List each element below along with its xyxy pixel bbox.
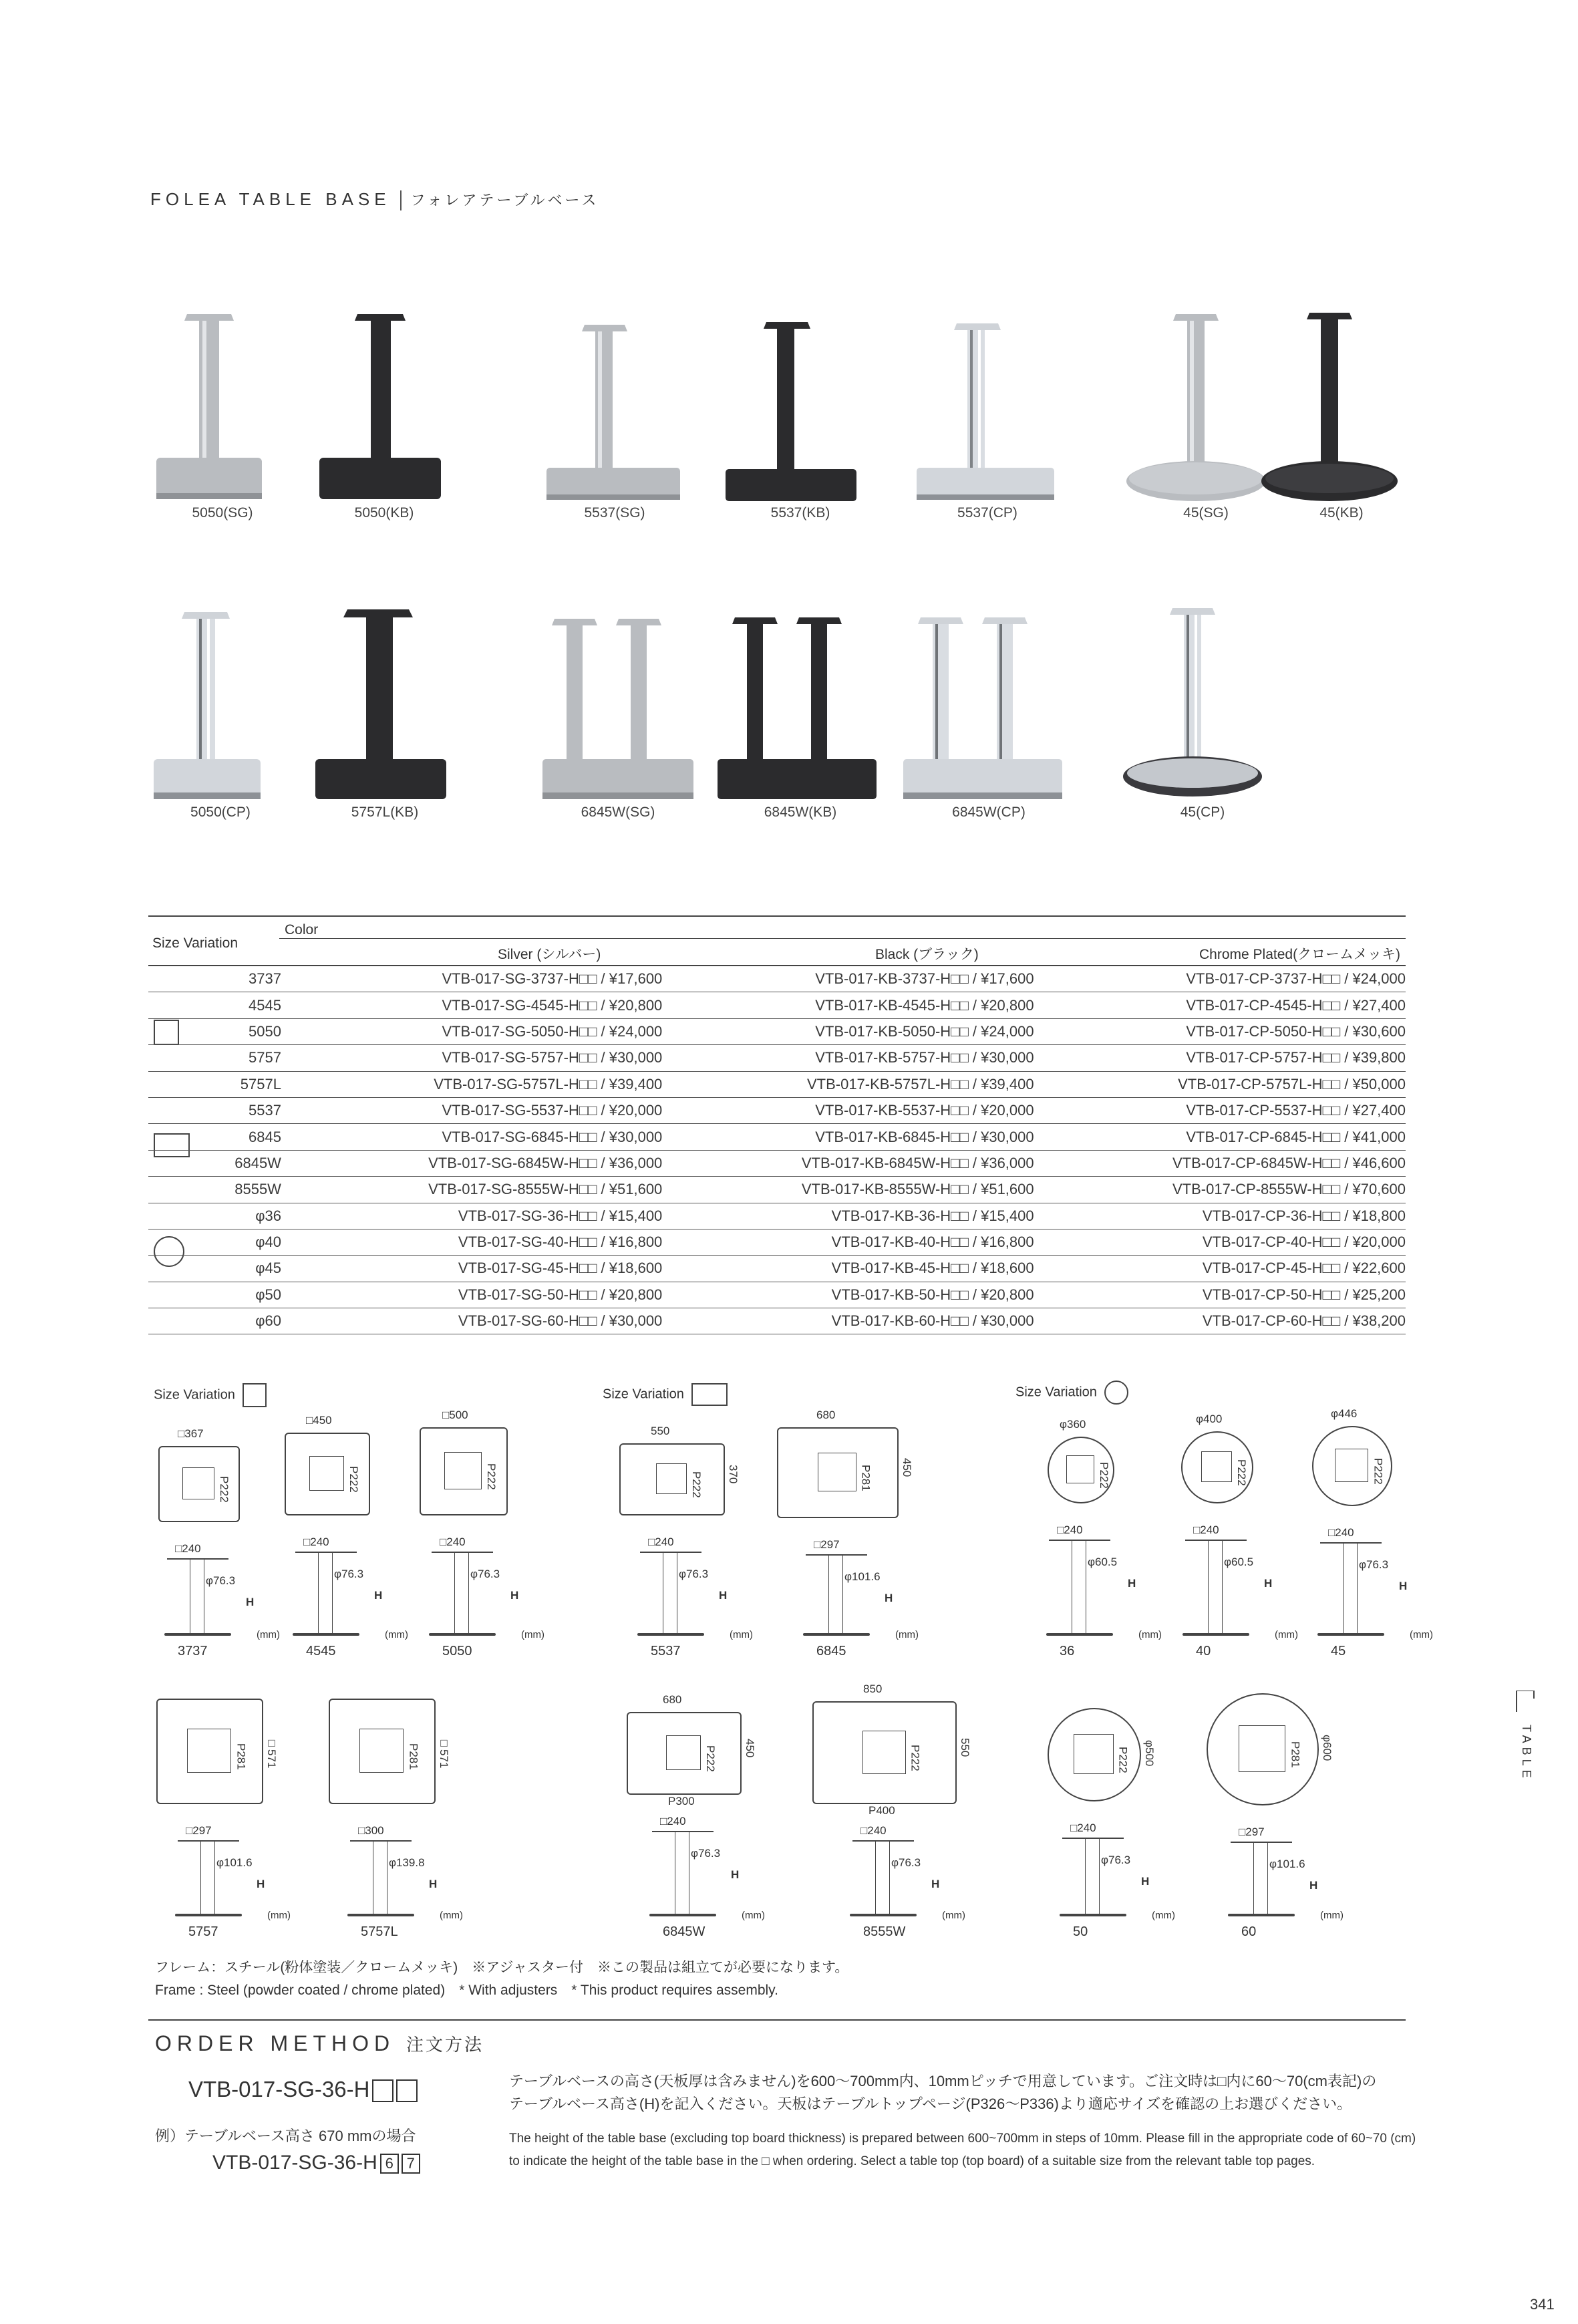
dimension-pcd: P281: [234, 1743, 248, 1770]
photo-5050-sg: [156, 314, 262, 499]
title-jp: フォレアテーブルベース: [410, 192, 599, 208]
photo-45-sg: [1126, 314, 1265, 501]
diagram-name: 60: [1241, 1924, 1257, 1939]
frame-note-jp: フレーム：スチール(粉体塗装／クロームメッキ) ※アジャスター付 ※この製品は組立てが必要になります。: [155, 1960, 849, 1975]
dimension-pcd: P222: [484, 1463, 498, 1490]
table-cell-size: 5757L: [148, 1071, 291, 1097]
table-cell-silver: VTB-017-SG-5757L-H□□ / ¥39,400: [291, 1071, 662, 1097]
mounting-plate-outline: [309, 1456, 344, 1491]
table-row: [148, 1203, 1406, 1229]
mounting-plate-outline: [187, 1729, 232, 1773]
diagram-size-variation-round: [1015, 1381, 1128, 1405]
table-row: [148, 1308, 1406, 1334]
base-line: [293, 1633, 359, 1636]
pole-outline: [454, 1553, 469, 1633]
side-tab-bracket: [1514, 1691, 1554, 1717]
mounting-plate-outline: [1239, 1725, 1286, 1773]
title-divider: [400, 190, 402, 210]
table-cell-chrome: VTB-017-CP-4545-H□□ / ¥27,400: [1034, 992, 1406, 1018]
order-code-text: VTB-017-SG-36-H: [188, 2077, 370, 2101]
table-cell-silver: VTB-017-SG-5050-H□□ / ¥24,000: [291, 1018, 662, 1044]
dimension-top: φ360: [1060, 1418, 1086, 1431]
order-title-jp: 注文方法: [406, 2035, 484, 2055]
dimension-plate: □240: [1070, 1822, 1096, 1834]
photo-5537-sg: [546, 325, 680, 500]
rectangle-shape-icon: [691, 1383, 728, 1406]
dimension-pcd: P281: [407, 1743, 420, 1770]
pole-outline: [1208, 1541, 1223, 1633]
table-cell-black: VTB-017-KB-4545-H□□ / ¥20,800: [662, 992, 1034, 1018]
photo-5537-kb: [726, 322, 856, 501]
dimension-plate: □240: [660, 1815, 686, 1828]
table-cell-size: 4545: [148, 992, 291, 1018]
base-line: [347, 1914, 414, 1916]
col-black-header: Black (ブラック): [875, 947, 979, 962]
dimension-side: φ500: [1143, 1740, 1156, 1767]
size-variation-text: Size Variation: [154, 1387, 235, 1403]
base-line: [429, 1633, 496, 1636]
height-mark: H: [719, 1589, 728, 1602]
table-cell-size: 6845W: [148, 1150, 291, 1176]
example-digit-box: 7: [402, 2154, 420, 2174]
table-row: [148, 1256, 1406, 1282]
diagram-name: 5537: [651, 1644, 681, 1658]
table-cell-black: VTB-017-KB-40-H□□ / ¥16,800: [662, 1229, 1034, 1255]
photo-caption: 5050(SG): [192, 505, 253, 521]
photo-6845w-kb: [718, 617, 877, 799]
base-line: [1228, 1914, 1295, 1916]
diagram-name: 36: [1060, 1644, 1075, 1658]
order-desc-jp-2: テーブルベース高さ(H)を記入ください。天板はテーブルトップページ(P326～P336)より適応サイズを確認の上お選びください。: [509, 2095, 1352, 2112]
dimension-pcd: P222: [218, 1476, 231, 1503]
side-tab: [1514, 1691, 1554, 1782]
pole-outline: [373, 1842, 387, 1914]
order-desc-jp-1: テーブルベースの高さ(天板厚は含みません)を600～700mm内、10mmピッチで用意しています。ご注文時は□内に60～70(cm表記)の: [509, 2073, 1377, 2089]
photo-caption: 5050(KB): [354, 505, 414, 521]
dimension-top: □367: [178, 1427, 204, 1440]
base-line: [164, 1633, 231, 1636]
table-cell-chrome: VTB-017-CP-5050-H□□ / ¥30,600: [1034, 1018, 1406, 1044]
base-line: [637, 1633, 704, 1636]
table-cell-size: φ50: [148, 1282, 291, 1308]
diagram-name: 6845W: [663, 1924, 705, 1939]
diagram-name: 3737: [178, 1644, 208, 1658]
order-example-label: 例）テーブルベース高さ 670 mmの場合: [155, 2128, 416, 2144]
base-line: [175, 1914, 242, 1916]
height-mark: H: [374, 1589, 383, 1602]
pole-outline: [318, 1553, 333, 1633]
table-cell-black: VTB-017-KB-3737-H□□ / ¥17,600: [662, 966, 1034, 992]
col-silver-header: Silver (シルバー): [498, 947, 601, 962]
dimension-pcd: P222: [347, 1466, 361, 1493]
order-desc-en-1: The height of the table base (excluding top board thickness) is prepared between 600~700mm in steps of 10mm. Please fill in the appropriate code of 60~70 (cm): [509, 2132, 1416, 2146]
dimension-side: 370: [727, 1465, 740, 1484]
code-box: [396, 2079, 418, 2102]
table-cell-size: φ45: [148, 1256, 291, 1282]
table-cell-size: φ60: [148, 1308, 291, 1334]
mounting-plate-outline: [444, 1452, 482, 1489]
dimension-pole: φ101.6: [844, 1570, 881, 1583]
dimension-side: □571: [438, 1737, 450, 1769]
dimension-pole: φ76.3: [1359, 1558, 1389, 1571]
dimension-plate: □240: [1057, 1523, 1083, 1536]
table-cell-black: VTB-017-KB-36-H□□ / ¥15,400: [662, 1203, 1034, 1229]
table-cell-silver: VTB-017-SG-60-H□□ / ¥30,000: [291, 1308, 662, 1334]
dimension-top: 850: [863, 1683, 883, 1695]
table-row: [148, 966, 1406, 992]
dimension-pole: φ101.6: [1269, 1858, 1305, 1870]
table-cell-black: VTB-017-KB-5757-H□□ / ¥30,000: [662, 1045, 1034, 1071]
table-cell-silver: VTB-017-SG-4545-H□□ / ¥20,800: [291, 992, 662, 1018]
diagram-name: 4545: [306, 1644, 336, 1658]
dimension-top: φ400: [1196, 1413, 1223, 1425]
table-cell-silver: VTB-017-SG-40-H□□ / ¥16,800: [291, 1229, 662, 1255]
unit-label: (mm): [257, 1629, 280, 1640]
order-code: [188, 2077, 418, 2102]
order-title-en: ORDER METHOD: [155, 2031, 396, 2055]
frame-note-en: Frame : Steel (powder coated / chrome plated) * With adjusters * This product requires assembly.: [155, 1983, 778, 1998]
diagram-size-variation-square: [154, 1383, 267, 1407]
dimension-pole: φ76.3: [1101, 1854, 1131, 1866]
photo-5050-cp: [154, 612, 261, 799]
dimension-pole: φ76.3: [206, 1574, 236, 1587]
unit-label: (mm): [895, 1629, 919, 1640]
table-top-rule: [148, 915, 1406, 917]
base-line: [1182, 1633, 1249, 1636]
photo-5050-kb: [319, 314, 441, 499]
photo-caption: 5757L(KB): [351, 805, 419, 820]
diagram-name: 45: [1331, 1644, 1346, 1658]
table-cell-black: VTB-017-KB-6845W-H□□ / ¥36,000: [662, 1150, 1034, 1176]
example-code-text: VTB-017-SG-36-H: [212, 2152, 377, 2174]
table-row: [148, 1124, 1406, 1150]
dimension-pcd: P222: [909, 1745, 922, 1771]
base-line: [649, 1914, 716, 1916]
size-variation-text: Size Variation: [1015, 1385, 1097, 1400]
photo-caption: 5050(CP): [190, 805, 251, 820]
photo-caption: 45(CP): [1180, 805, 1225, 820]
photo-5537-cp: [917, 323, 1054, 500]
circle-shape-icon: [1104, 1381, 1128, 1405]
table-cell-silver: VTB-017-SG-45-H□□ / ¥18,600: [291, 1256, 662, 1282]
pole-outline: [663, 1553, 677, 1633]
title-en: FOLEA TABLE BASE: [150, 189, 391, 209]
unit-label: (mm): [942, 1910, 965, 1921]
table-cell-black: VTB-017-KB-60-H□□ / ¥30,000: [662, 1308, 1034, 1334]
table-cell-chrome: VTB-017-CP-50-H□□ / ¥25,200: [1034, 1282, 1406, 1308]
table-cell-black: VTB-017-KB-6845-H□□ / ¥30,000: [662, 1124, 1034, 1150]
photo-caption: 45(SG): [1183, 505, 1229, 521]
photo-caption: 45(KB): [1319, 505, 1364, 521]
height-mark: H: [429, 1878, 438, 1890]
photo-caption: 6845W(KB): [764, 805, 837, 820]
table-row: [148, 1229, 1406, 1255]
product-photos-row2: [0, 588, 1578, 809]
pole-outline: [675, 1832, 689, 1914]
table-cell-chrome: VTB-017-CP-5757L-H□□ / ¥50,000: [1034, 1071, 1406, 1097]
table-row: [148, 992, 1406, 1018]
mounting-plate-outline: [1201, 1451, 1232, 1482]
page-title: [150, 189, 599, 210]
table-cell-black: VTB-017-KB-50-H□□ / ¥20,800: [662, 1282, 1034, 1308]
photo-caption: 6845W(CP): [952, 805, 1025, 820]
dimension-pcd: P281: [859, 1465, 873, 1491]
dimension-top: 680: [816, 1409, 836, 1421]
table-cell-size: 5757: [148, 1045, 291, 1071]
pole-outline: [1085, 1839, 1100, 1914]
unit-label: (mm): [1138, 1629, 1162, 1640]
order-example-code: [212, 2152, 420, 2174]
photo-caption: 5537(SG): [584, 505, 645, 521]
unit-label: (mm): [267, 1910, 291, 1921]
unit-label: (mm): [1152, 1910, 1175, 1921]
mounting-plate-outline: [1074, 1734, 1113, 1773]
unit-label: (mm): [730, 1629, 753, 1640]
height-mark: H: [1128, 1577, 1136, 1590]
table-cell-chrome: VTB-017-CP-6845-H□□ / ¥41,000: [1034, 1124, 1406, 1150]
photo-6845w-cp: [903, 617, 1062, 799]
unit-label: (mm): [1410, 1629, 1433, 1640]
photo-45-cp: [1123, 608, 1262, 796]
mounting-plate-outline: [656, 1463, 687, 1494]
dimension-side: 550: [959, 1738, 971, 1757]
table-cell-chrome: VTB-017-CP-5537-H□□ / ¥27,400: [1034, 1097, 1406, 1123]
unit-label: (mm): [440, 1910, 463, 1921]
square-shape-icon: [243, 1383, 267, 1407]
photo-5757l-kb: [315, 609, 446, 799]
dimension-plate: □300: [358, 1824, 384, 1837]
table-cell-chrome: VTB-017-CP-3737-H□□ / ¥24,000: [1034, 966, 1406, 992]
base-line: [803, 1633, 870, 1636]
diagram-name: 8555W: [863, 1924, 906, 1939]
dimension-pcd: P222: [1116, 1747, 1130, 1773]
unit-label: (mm): [742, 1910, 765, 1921]
dimension-pole: φ139.8: [389, 1856, 425, 1869]
dimension-pole: φ76.3: [334, 1568, 364, 1580]
table-color-rule: [279, 938, 1406, 939]
height-mark: H: [1264, 1577, 1273, 1590]
height-mark: H: [1399, 1580, 1408, 1592]
product-photos-row1: [0, 294, 1578, 535]
table-cell-silver: VTB-017-SG-5537-H□□ / ¥20,000: [291, 1097, 662, 1123]
dimension-side: □571: [265, 1737, 278, 1769]
pole-outline: [875, 1842, 890, 1914]
dimension-plate: □240: [1328, 1526, 1354, 1539]
price-table: [148, 966, 1406, 1334]
col-chrome-header: Chrome Plated(クロームメッキ): [1199, 947, 1401, 962]
side-tab-label: TABLE: [1520, 1725, 1533, 1782]
order-top-rule: [148, 2019, 1406, 2021]
dimension-side: 450: [744, 1739, 756, 1758]
base-line: [850, 1914, 917, 1916]
table-color-label: Color: [285, 922, 319, 937]
height-mark: H: [731, 1868, 740, 1881]
diagram-name: 5050: [442, 1644, 472, 1658]
table-cell-silver: VTB-017-SG-36-H□□ / ¥15,400: [291, 1203, 662, 1229]
dimension-pole: φ60.5: [1088, 1556, 1118, 1568]
order-desc-en-2: to indicate the height of the table base in the □ when ordering. Select a table top (top board) of a suitable size from the relevant table top pages.: [509, 2154, 1315, 2168]
photo-45-kb: [1261, 313, 1398, 501]
dimension-plate: □240: [1193, 1523, 1219, 1536]
table-row: [148, 1097, 1406, 1123]
table-cell-size: 6845: [148, 1124, 291, 1150]
table-cell-silver: VTB-017-SG-6845W-H□□ / ¥36,000: [291, 1150, 662, 1176]
table-cell-chrome: VTB-017-CP-45-H□□ / ¥22,600: [1034, 1256, 1406, 1282]
table-cell-black: VTB-017-KB-45-H□□ / ¥18,600: [662, 1256, 1034, 1282]
dimension-plate: □240: [648, 1536, 674, 1548]
mounting-plate-outline: [1066, 1455, 1094, 1483]
unit-label: (mm): [1320, 1910, 1344, 1921]
photo-caption: 5537(KB): [770, 505, 830, 521]
table-row: [148, 1045, 1406, 1071]
diagram-name: 40: [1196, 1644, 1211, 1658]
height-mark: H: [931, 1878, 940, 1890]
dimension-pcd: P222: [1372, 1458, 1385, 1485]
table-cell-chrome: VTB-017-CP-40-H□□ / ¥20,000: [1034, 1229, 1406, 1255]
dimension-pitch: P400: [869, 1804, 895, 1817]
dimension-top: □450: [306, 1414, 332, 1427]
table-cell-silver: VTB-017-SG-8555W-H□□ / ¥51,600: [291, 1177, 662, 1203]
dimension-pole: φ76.3: [470, 1568, 500, 1580]
diagram-name: 6845: [816, 1644, 846, 1658]
mounting-plate-outline: [818, 1453, 856, 1491]
table-cell-size: 5537: [148, 1097, 291, 1123]
dimension-side: φ600: [1321, 1735, 1333, 1761]
photo-6845w-sg: [542, 619, 693, 799]
table-row: [148, 1018, 1406, 1044]
table-cell-black: VTB-017-KB-5050-H□□ / ¥24,000: [662, 1018, 1034, 1044]
dimension-pole: φ101.6: [216, 1856, 253, 1869]
dimension-side: 450: [901, 1458, 913, 1477]
table-cell-black: VTB-017-KB-5537-H□□ / ¥20,000: [662, 1097, 1034, 1123]
unit-label: (mm): [521, 1629, 544, 1640]
pole-outline: [1253, 1843, 1268, 1914]
diagram-size-variation-rect: [603, 1383, 728, 1406]
table-cell-size: 8555W: [148, 1177, 291, 1203]
table-cell-silver: VTB-017-SG-6845-H□□ / ¥30,000: [291, 1124, 662, 1150]
mounting-plate-outline: [1335, 1449, 1369, 1483]
code-box: [372, 2079, 393, 2102]
mounting-plate-outline: [666, 1735, 701, 1770]
base-line: [1060, 1914, 1126, 1916]
table-cell-size: φ36: [148, 1203, 291, 1229]
mounting-plate-outline: [182, 1467, 214, 1499]
table-size-variation-label: Size Variation: [152, 935, 239, 951]
height-mark: H: [1309, 1879, 1318, 1892]
height-mark: H: [510, 1589, 519, 1602]
dimension-pcd: P281: [1289, 1741, 1302, 1768]
table-cell-size: φ40: [148, 1229, 291, 1255]
dimension-pole: φ60.5: [1224, 1556, 1254, 1568]
table-cell-chrome: VTB-017-CP-6845W-H□□ / ¥46,600: [1034, 1150, 1406, 1176]
dimension-top: φ446: [1331, 1407, 1358, 1420]
pole-outline: [190, 1560, 204, 1633]
height-mark: H: [885, 1592, 893, 1604]
table-cell-chrome: VTB-017-CP-5757-H□□ / ¥39,800: [1034, 1045, 1406, 1071]
dimension-plate: □240: [440, 1536, 466, 1548]
table-row: [148, 1177, 1406, 1203]
table-cell-size: 3737: [148, 966, 291, 992]
dimension-pcd: P222: [1098, 1462, 1111, 1489]
dimension-pole: φ76.3: [691, 1847, 721, 1860]
photo-caption: 6845W(SG): [581, 805, 655, 820]
dimension-pole: φ76.3: [891, 1856, 921, 1869]
dimension-pcd: P222: [689, 1471, 703, 1498]
page-number: 341: [1530, 2296, 1555, 2313]
table-cell-black: VTB-017-KB-5757L-H□□ / ¥39,400: [662, 1071, 1034, 1097]
photo-caption: 5537(CP): [957, 505, 1017, 521]
mounting-plate-outline: [862, 1731, 906, 1774]
table-cell-silver: VTB-017-SG-3737-H□□ / ¥17,600: [291, 966, 662, 992]
example-digit-box: 6: [380, 2154, 399, 2174]
dimension-top: 680: [663, 1693, 682, 1706]
table-cell-chrome: VTB-017-CP-60-H□□ / ¥38,200: [1034, 1308, 1406, 1334]
dimension-pole: φ76.3: [679, 1568, 709, 1580]
dimension-top: 550: [651, 1425, 670, 1437]
dimension-plate: □240: [303, 1536, 329, 1548]
table-row: [148, 1150, 1406, 1176]
diagram-name: 5757L: [361, 1924, 398, 1939]
dimension-plate: □297: [1239, 1826, 1265, 1838]
base-line: [1046, 1633, 1113, 1636]
height-mark: H: [246, 1596, 255, 1608]
table-cell-size: 5050: [148, 1018, 291, 1044]
table-cell-chrome: VTB-017-CP-8555W-H□□ / ¥70,600: [1034, 1177, 1406, 1203]
diagram-name: 5757: [188, 1924, 218, 1939]
diagram-name: 50: [1073, 1924, 1088, 1939]
size-variation-text: Size Variation: [603, 1387, 684, 1402]
unit-label: (mm): [1275, 1629, 1298, 1640]
dimension-top: □500: [442, 1409, 468, 1421]
table-cell-chrome: VTB-017-CP-36-H□□ / ¥18,800: [1034, 1203, 1406, 1229]
order-method-title: [155, 2031, 484, 2056]
height-mark: H: [1141, 1875, 1150, 1888]
dimension-plate: □297: [814, 1538, 840, 1551]
pole-outline: [1072, 1541, 1086, 1633]
pole-outline: [1343, 1544, 1358, 1633]
pole-outline: [200, 1842, 215, 1914]
table-cell-silver: VTB-017-SG-50-H□□ / ¥20,800: [291, 1282, 662, 1308]
dimension-plate: □297: [186, 1824, 212, 1837]
dimension-plate: □240: [175, 1542, 201, 1555]
base-line: [1317, 1633, 1384, 1636]
height-mark: H: [257, 1878, 265, 1890]
table-row: [148, 1071, 1406, 1097]
dimension-pcd: P222: [1235, 1459, 1248, 1486]
table-cell-black: VTB-017-KB-8555W-H□□ / ¥51,600: [662, 1177, 1034, 1203]
table-row: [148, 1282, 1406, 1308]
table-cell-silver: VTB-017-SG-5757-H□□ / ¥30,000: [291, 1045, 662, 1071]
mounting-plate-outline: [359, 1729, 404, 1773]
dimension-pitch: P300: [668, 1795, 695, 1807]
pole-outline: [828, 1556, 843, 1633]
unit-label: (mm): [385, 1629, 408, 1640]
dimension-plate: □240: [860, 1824, 887, 1837]
dimension-pcd: P222: [704, 1745, 718, 1772]
